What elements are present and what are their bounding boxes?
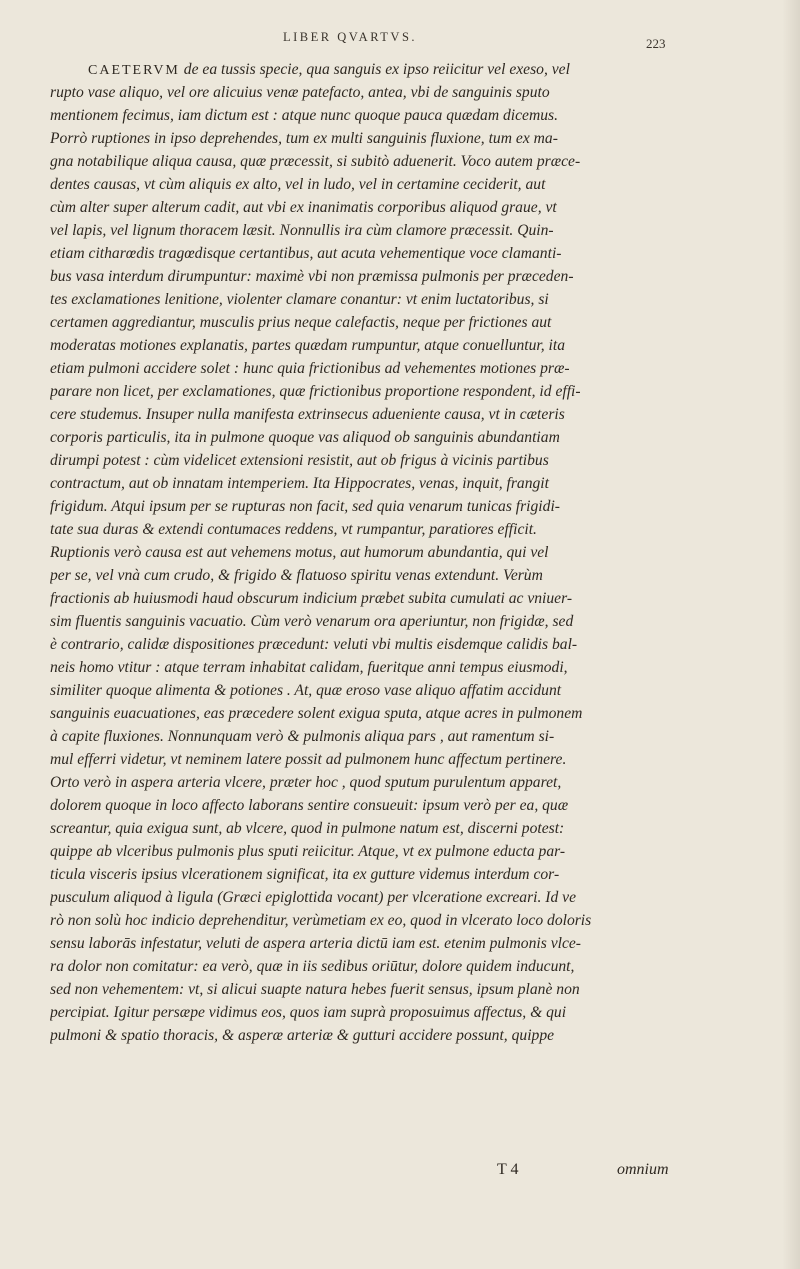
text-line-content: corporis particulis, ita in pulmone quoque vas aliquod ob sanguinis abundantiam bbox=[50, 429, 560, 446]
text-line-content: à capite fluxiones. Nonnunquam verò & pulmonis aliqua pars , aut ramentum si- bbox=[50, 728, 555, 745]
text-line bbox=[50, 909, 682, 932]
text-line-content: è contrario, calidæ dispositiones præcedunt: veluti vbi multis eisdemque calidis bal- bbox=[50, 636, 578, 653]
text-line-content: dolorem quoque in loco affecto laborans sentire consueuit: ipsum verò per ea, quæ bbox=[50, 797, 569, 814]
text-line bbox=[50, 771, 682, 794]
text-line bbox=[50, 81, 682, 104]
text-line-content: mentionem fecimus, iam dictum est : atque nunc quoque pauca quædam dicemus. bbox=[50, 107, 558, 124]
text-line bbox=[50, 150, 682, 173]
text-line-content: rò non solù hoc indicio deprehenditur, verùmetiam ex eo, quod in vlcerato loco doloris bbox=[50, 912, 592, 929]
text-line bbox=[50, 242, 682, 265]
text-line bbox=[50, 288, 682, 311]
opening-capitals: CAETERVM bbox=[88, 63, 180, 78]
page-number: 223 bbox=[646, 36, 666, 51]
text-line-content: parare non licet, per exclamationes, quæ frictionibus proportione respondent, id effi- bbox=[50, 383, 581, 400]
text-line bbox=[50, 541, 682, 564]
text-line-content: moderatas motiones explanatis, partes quædam rumpuntur, atque conuelluntur, ita bbox=[50, 337, 566, 354]
text-line-content: sim fluentis sanguinis vacuatio. Cùm verò venarum ora aperiuntur, non frigidæ, sed bbox=[50, 613, 574, 630]
text-line-content: dirumpi potest : cùm videlicet extensioni resistit, aut ob frigus à vicinis partibus bbox=[50, 452, 549, 469]
text-line bbox=[50, 472, 682, 495]
text-line bbox=[50, 426, 682, 449]
text-line bbox=[50, 840, 682, 863]
text-line-content: similiter quoque alimenta & potiones . At, quæ eroso vase aliquo affatim accidunt bbox=[50, 682, 562, 699]
text-line-content: frigidum. Atqui ipsum per se rupturas non facit, sed quia venarum tunicas frigidi- bbox=[50, 498, 560, 515]
text-line-content: dentes causas, vt cùm aliquis ex alto, vel in ludo, vel in certamine ceciderit, aut bbox=[50, 176, 546, 193]
text-line-content: bus vasa interdum dirumpuntur: maximè vbi non præmissa pulmonis per præceden- bbox=[50, 268, 574, 285]
text-line bbox=[50, 219, 682, 242]
text-line-content: sensu laborās infestatur, veluti de aspera arteria dictū iam est. etenim pulmonis vlce- bbox=[50, 935, 581, 952]
page-footer bbox=[0, 1161, 800, 1185]
text-line bbox=[50, 58, 682, 81]
text-line-content: pulmoni & spatio thoracis, & asperæ arteriæ & gutturi accidere possunt, quippe bbox=[50, 1027, 555, 1044]
text-line bbox=[50, 449, 682, 472]
text-line-content: etiam citharœdis tragœdisque certantibus, aut acuta vehementique voce clamanti- bbox=[50, 245, 562, 262]
text-line bbox=[50, 610, 682, 633]
text-line bbox=[50, 564, 682, 587]
text-line bbox=[50, 495, 682, 518]
text-line bbox=[50, 656, 682, 679]
text-line bbox=[50, 886, 682, 909]
text-line bbox=[50, 702, 682, 725]
text-line-content: screantur, quia exigua sunt, ab vlcere, quod in pulmone natum est, discerni potest: bbox=[50, 820, 565, 837]
text-line-content: quippe ab vlceribus pulmonis plus sputi reiicitur. Atque, vt ex pulmone educta par- bbox=[50, 843, 566, 860]
text-line bbox=[50, 748, 682, 771]
text-line-content: ticula visceris ipsius vlcerationem significat, ita ex gutture videmus interdum cor- bbox=[50, 866, 560, 883]
text-line bbox=[50, 817, 682, 840]
text-line bbox=[50, 311, 682, 334]
text-line bbox=[50, 587, 682, 610]
text-line-content: cere studemus. Insuper nulla manifesta extrinsecus adueniente causa, vt in cæteris bbox=[50, 406, 565, 423]
text-line-content: Orto verò in aspera arteria vlcere, præter hoc , quod sputum purulentum apparet, bbox=[50, 774, 562, 791]
text-line bbox=[50, 679, 682, 702]
text-line bbox=[50, 725, 682, 748]
text-line bbox=[50, 518, 682, 541]
signature-mark: T 4 bbox=[497, 1161, 519, 1178]
text-line bbox=[50, 1001, 682, 1024]
text-line-content: rupto vase aliquo, vel ore alicuius venæ patefacto, antea, vbi de sanguinis sputo bbox=[50, 84, 550, 101]
text-line-content: sed non vehementem: vt, si alicui suapte natura hebes fuerit sensus, ipsum planè non bbox=[50, 981, 580, 998]
text-line bbox=[50, 104, 682, 127]
text-line-content: Porrò ruptiones in ipso deprehendes, tum ex multi sanguinis fluxione, tum ex ma- bbox=[50, 130, 558, 147]
text-line bbox=[50, 403, 682, 426]
text-line-content: gna notabilique aliqua causa, quæ præcessit, si subitò aduenerit. Voco autem præce- bbox=[50, 153, 581, 170]
text-line bbox=[50, 334, 682, 357]
text-line-content: pusculum aliquod à ligula (Græci epiglottida vocant) per vlceratione excreari. Id ve bbox=[50, 889, 577, 906]
text-line-content: vel lapis, vel lignum thoracem læsit. Nonnullis ira cùm clamore præcessit. Quin- bbox=[50, 222, 554, 239]
text-line-content: etiam pulmoni accidere solet : hunc quia frictionibus ad vehementes motiones præ- bbox=[50, 360, 570, 377]
text-line bbox=[50, 196, 682, 219]
text-line-content: sanguinis euacuationes, eas præcedere solent exigua sputa, atque acres in pulmonem bbox=[50, 705, 583, 722]
text-line-content: certamen aggrediantur, musculis prius neque calefactis, neque per frictiones aut bbox=[50, 314, 552, 331]
text-line-content: tes exclamationes lenitione, violenter clamare conantur: vt enim luctatoribus, si bbox=[50, 291, 549, 308]
running-head: LIBER QVARTVS. bbox=[283, 30, 418, 44]
text-line-content: tate sua duras & extendi contumaces reddens, vt rumpantur, paratiores efficit. bbox=[50, 521, 537, 538]
text-line bbox=[50, 357, 682, 380]
text-line bbox=[50, 127, 682, 150]
catchword: omnium bbox=[617, 1161, 669, 1178]
text-line bbox=[50, 265, 682, 288]
text-line-content: percipiat. Igitur persæpe vidimus eos, quos iam suprà proposuimus affectus, & qui bbox=[50, 1004, 567, 1021]
text-line bbox=[50, 955, 682, 978]
text-line-content: Ruptionis verò causa est aut vehemens motus, aut humorum abundantia, qui vel bbox=[50, 544, 549, 561]
text-line bbox=[50, 794, 682, 817]
body-text bbox=[50, 58, 682, 1047]
text-line bbox=[50, 932, 682, 955]
text-line bbox=[50, 633, 682, 656]
text-line-content: per se, vel vnà cum crudo, & frigido & flatuoso spiritu venas extendunt. Verùm bbox=[50, 567, 543, 584]
text-line bbox=[50, 863, 682, 886]
text-line-content: mul efferri videtur, vt neminem latere possit ad pulmonem hunc affectum pertinere. bbox=[50, 751, 567, 768]
text-line-content: neis homo vtitur : atque terram inhabitat calidam, fueritque anni tempus eiusmodi, bbox=[50, 659, 568, 676]
text-line-content: fractionis ab huiusmodi haud obscurum indicium præbet subita cumulati ac vniuer- bbox=[50, 590, 573, 607]
page-header bbox=[0, 30, 800, 54]
text-line bbox=[50, 1024, 682, 1047]
text-line bbox=[50, 978, 682, 1001]
text-line-content: cùm alter super alterum cadit, aut vbi ex inanimatis corporibus aliquod graue, vt bbox=[50, 199, 557, 216]
text-line bbox=[50, 380, 682, 403]
text-line-content: contractum, aut ob innatam intemperiem. Ita Hippocrates, venas, inquit, frangit bbox=[50, 475, 549, 492]
text-line bbox=[50, 173, 682, 196]
page-edge-shadow bbox=[782, 0, 800, 1269]
text-line-content: ra dolor non comitatur: ea verò, quæ in iis sedibus oriūtur, dolore quidem inducunt, bbox=[50, 958, 575, 975]
text-line-content: de ea tussis specie, qua sanguis ex ipso reiicitur vel exeso, vel bbox=[179, 61, 570, 78]
